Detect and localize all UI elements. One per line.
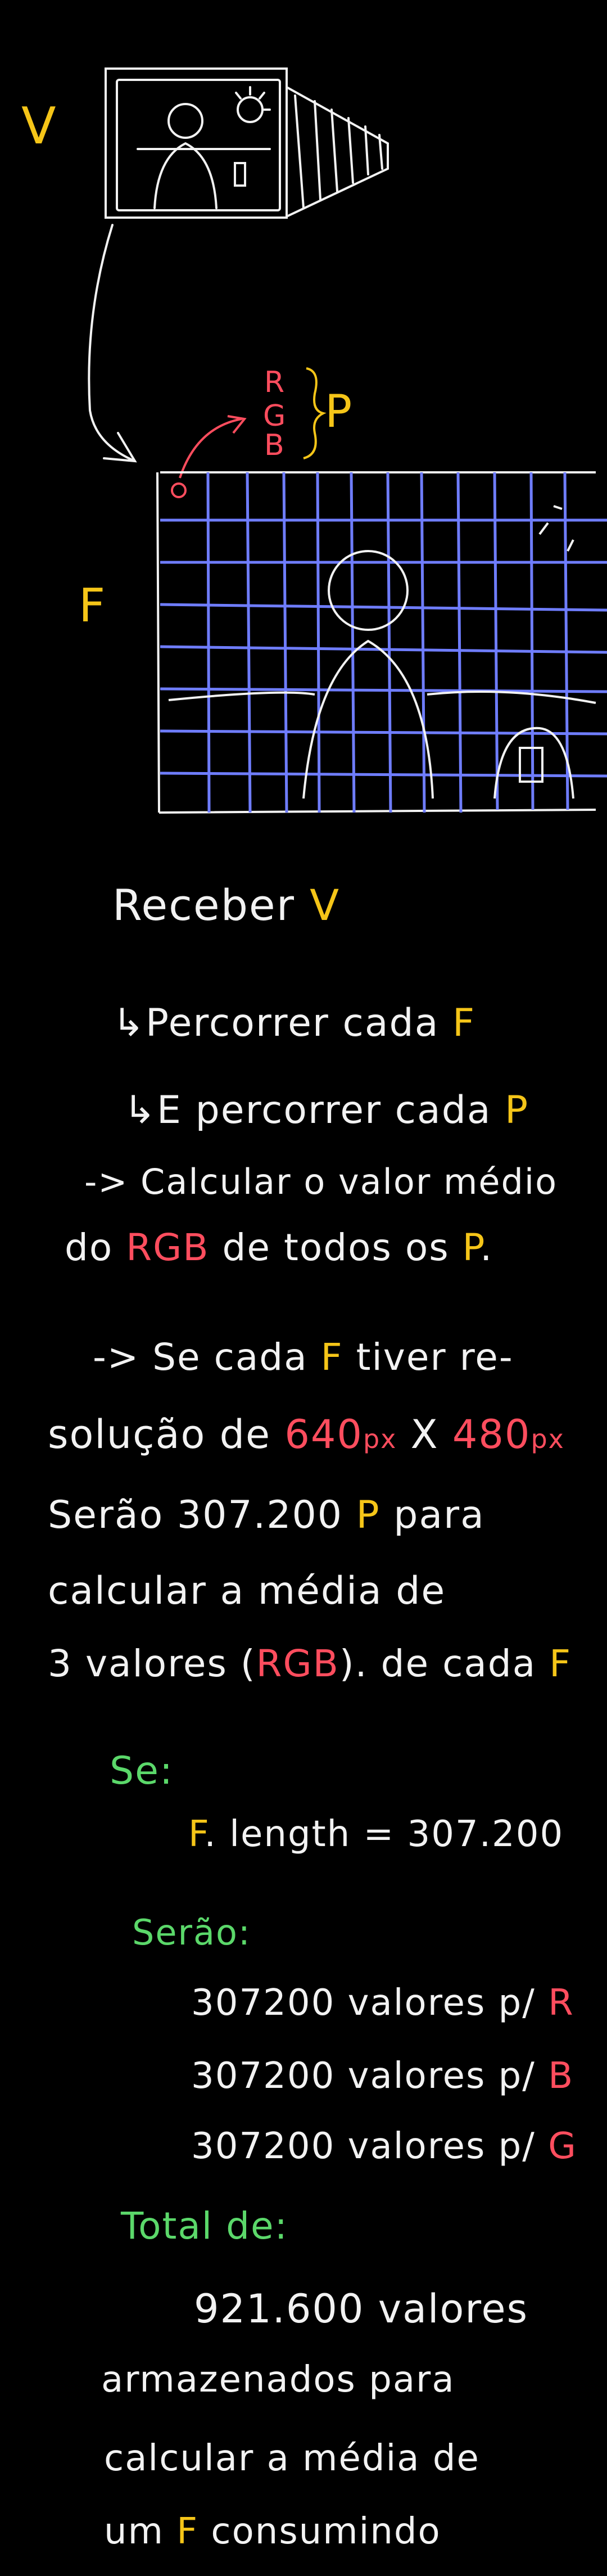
total-label: Total de: [121, 2204, 288, 2248]
note-line-8: Serão 307.200 P para [48, 1493, 485, 1537]
pixel-pointer [180, 416, 244, 478]
pixel-marker [172, 484, 185, 497]
note-line-3: ↳E percorrer cada P [124, 1088, 529, 1133]
note-line-1: Receber V [112, 880, 341, 930]
video-label: V [21, 97, 57, 156]
serao-label: Serão: [132, 1912, 251, 1953]
last-line-3: um F consumindo [104, 2511, 441, 2552]
note-line-9: calcular a média de [48, 1569, 446, 1613]
camera-icon [106, 69, 388, 218]
frame-grid [157, 472, 607, 813]
note-line-7: solução de 640px X 480px [48, 1411, 565, 1458]
channel-r: R [264, 366, 286, 399]
se-label: Se: [110, 1749, 174, 1793]
values-r: 307200 valores p/ R [191, 1982, 574, 2024]
note-line-6: -> Se cada F tiver re- [93, 1336, 514, 1379]
note-line-4: -> Calcular o valor médio [84, 1161, 558, 1202]
last-line-1: armazenados para [101, 2359, 455, 2401]
values-g: 307200 valores p/ G [191, 2126, 577, 2167]
channel-g: G [263, 399, 287, 433]
note-line-2: ↳Percorrer cada F [112, 1001, 476, 1045]
diagram-drawing [0, 0, 607, 843]
pixel-bracket [304, 368, 323, 458]
pixel-label: P [325, 385, 354, 437]
note-line-5: do RGB de todos os P. [65, 1226, 493, 1269]
total-value: 921.600 valores [194, 2286, 529, 2332]
length-line: F. length = 307.200 [188, 1813, 564, 1855]
arrow-down-icon [89, 225, 135, 461]
channel-b: B [264, 428, 286, 462]
values-b: 307200 valores p/ B [191, 2055, 574, 2097]
last-line-2: calcular a média de [104, 2438, 480, 2479]
note-line-10: 3 valores (RGB). de cada F [48, 1642, 572, 1685]
frame-label: F [79, 579, 107, 633]
